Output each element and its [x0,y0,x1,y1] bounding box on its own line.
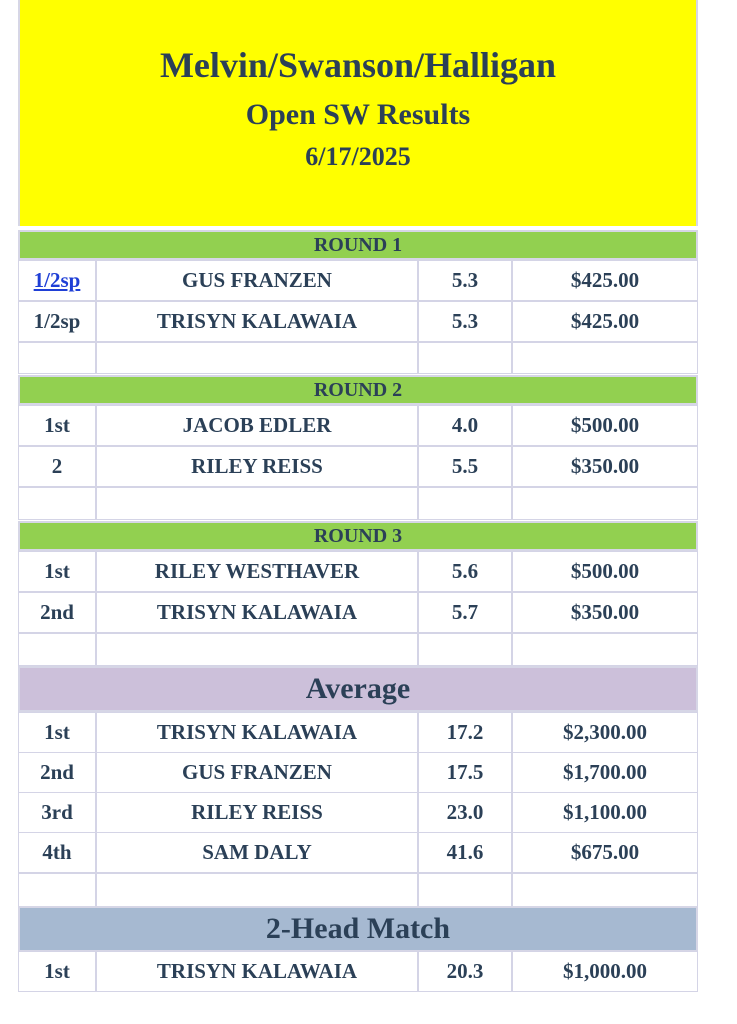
round-3-header: ROUND 3 [18,521,698,551]
round-1-header: ROUND 1 [18,230,698,260]
place-cell: 1st [18,405,96,446]
payout-cell: $675.00 [512,832,698,873]
time-cell: 5.3 [418,260,512,301]
time-cell: 17.2 [418,712,512,753]
place-cell: 1st [18,951,96,992]
place-cell[interactable] [18,260,96,301]
name-cell [96,487,418,520]
name-cell [96,342,418,374]
empty-row [18,342,698,374]
time-cell [418,342,512,374]
payout-cell: $500.00 [512,551,698,592]
place-cell: 2nd [18,592,96,633]
time-cell: 20.3 [418,951,512,992]
name-cell [96,873,418,907]
place-cell [18,633,96,666]
event-subtitle: Open SW Results [245,98,471,131]
name-cell: TRISYN KALAWAIA [96,951,418,992]
event-date: 6/17/2025 [305,142,411,171]
payout-cell: $350.00 [512,592,698,633]
payout-cell [512,487,698,520]
table-row [18,592,698,633]
name-cell: GUS FRANZEN [96,752,418,793]
place-cell: 2 [18,446,96,487]
payout-cell: $2,300.00 [512,712,698,753]
table-row [18,446,698,487]
payout-cell: $425.00 [512,260,698,301]
time-cell: 5.5 [418,446,512,487]
name-cell: RILEY REISS [96,792,418,833]
payout-cell [512,633,698,666]
average-header: Average [18,666,698,712]
empty-row [18,487,698,520]
payout-cell: $425.00 [512,301,698,342]
table-row [18,551,698,592]
time-cell: 41.6 [418,832,512,873]
name-cell: SAM DALY [96,832,418,873]
name-cell: RILEY WESTHAVER [96,551,418,592]
round-2-header: ROUND 2 [18,375,698,405]
name-cell [96,633,418,666]
payout-cell: $500.00 [512,405,698,446]
time-cell: 5.7 [418,592,512,633]
empty-row [18,633,698,666]
payout-cell: $1,000.00 [512,951,698,992]
time-cell [418,633,512,666]
table-row [18,752,698,793]
place-cell: 1/2sp [18,301,96,342]
name-cell: JACOB EDLER [96,405,418,446]
table-row [18,832,698,873]
name-cell: TRISYN KALAWAIA [96,301,418,342]
place-cell [18,873,96,907]
table-row [18,951,698,992]
time-cell: 17.5 [418,752,512,793]
time-cell: 4.0 [418,405,512,446]
results-header [18,0,698,226]
time-cell: 5.3 [418,301,512,342]
name-cell: TRISYN KALAWAIA [96,592,418,633]
table-row [18,792,698,833]
payout-cell: $1,700.00 [512,752,698,793]
payout-cell: $1,100.00 [512,792,698,833]
name-cell: TRISYN KALAWAIA [96,712,418,753]
empty-row [18,873,698,907]
payout-cell [512,873,698,907]
name-cell: GUS FRANZEN [96,260,418,301]
place-cell: 1st [18,551,96,592]
time-cell: 23.0 [418,792,512,833]
place-cell: 2nd [18,752,96,793]
table-row [18,260,698,301]
time-cell: 5.6 [418,551,512,592]
place-cell: 3rd [18,792,96,833]
place-cell: 4th [18,832,96,873]
name-cell: RILEY REISS [96,446,418,487]
time-cell [418,873,512,907]
payout-cell: $350.00 [512,446,698,487]
event-title: Melvin/Swanson/Halligan [159,45,557,85]
place-cell: 1st [18,712,96,753]
match-header: 2-Head Match [18,906,698,952]
payout-cell [512,342,698,374]
table-row [18,405,698,446]
table-row [18,301,698,342]
place-cell [18,342,96,374]
table-row [18,712,698,753]
place-cell [18,487,96,520]
time-cell [418,487,512,520]
place-link[interactable]: 1/2sp [33,268,81,292]
